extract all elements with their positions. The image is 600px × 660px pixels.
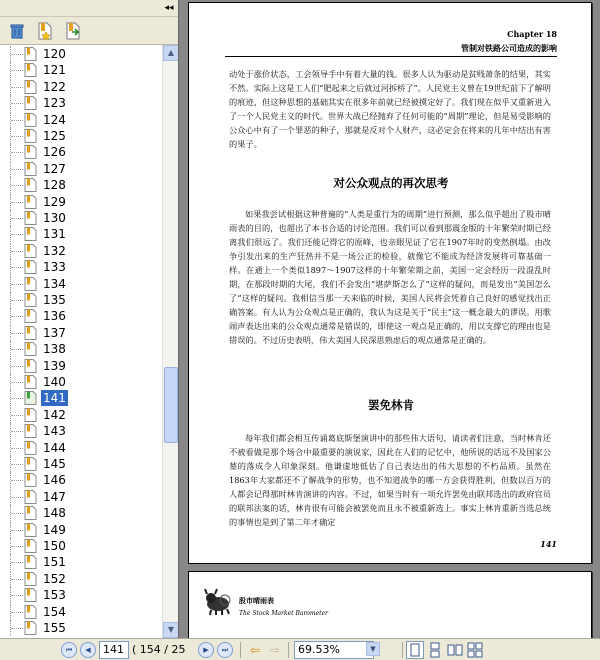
bookmark-item[interactable] (0, 358, 162, 374)
bookmark-item[interactable] (0, 407, 162, 423)
bookmark-label: 132 (43, 244, 66, 258)
zoom-select[interactable]: 69.53% (294, 641, 374, 659)
bookmark-icon (24, 260, 37, 274)
bookmark-item[interactable] (0, 62, 162, 78)
bookmark-label: 127 (43, 162, 66, 176)
bookmark-icon (24, 605, 37, 619)
bookmark-label: 140 (43, 375, 66, 389)
bookmark-label: 150 (43, 539, 66, 553)
bookmark-item[interactable] (0, 46, 162, 62)
bookmark-item[interactable] (0, 374, 162, 390)
toolbar-separator (240, 642, 241, 658)
scroll-up-button[interactable]: ▲ (163, 45, 179, 61)
bookmark-label: 145 (43, 457, 66, 471)
bookmark-label: 149 (43, 523, 66, 537)
bookmark-item[interactable] (0, 554, 162, 570)
previous-view-icon[interactable]: ⇦ (249, 643, 261, 657)
bookmark-item[interactable] (0, 325, 162, 341)
bookmark-icon (24, 572, 37, 586)
bookmark-label: 121 (43, 63, 66, 77)
single-page-layout-icon[interactable] (406, 641, 424, 659)
book-logo-title: 股市晴雨表 (239, 597, 274, 605)
page-number-input[interactable]: 141 (99, 641, 129, 659)
bookmark-icon (24, 129, 37, 143)
bookmark-item[interactable] (0, 194, 162, 210)
bookmark-label: 148 (43, 506, 66, 520)
bookmark-icon (24, 457, 37, 471)
bookmark-label: 154 (43, 605, 66, 619)
bookmark-label: 123 (43, 96, 66, 110)
bookmark-item[interactable] (0, 423, 162, 439)
bookmark-item[interactable] (0, 505, 162, 521)
bookmark-label: 136 (43, 309, 66, 323)
bookmark-icon (24, 621, 37, 635)
next-page (188, 571, 592, 641)
chapter-subtitle: 管制对铁路公司造成的影响 (461, 44, 557, 53)
next-page-button[interactable]: ▶ (198, 642, 214, 658)
page-gap (179, 564, 600, 571)
bookmark-label: 151 (43, 555, 66, 569)
continuous-facing-layout-icon[interactable] (466, 641, 484, 659)
chapter-label: Chapter 18 (507, 29, 557, 39)
paragraph: 每年我们都会相互传诵葛底斯堡演讲中的那些伟大语句，请读者们注意，当时林肯还不被看做是那个场合中最重要的演说家，因此在人们的记忆中，他所说的话远不及国家公墓的落成令人印象深刻。他谦虚地低估了自己表达出的伟大思想的不朽品质。虽然在1863年大家都还不了解战争的形势，也不知道战争的哪一方会获得胜利，但数以百万的人都会记得那时林肯演讲的内容。不过，如果当时有一项允许罢免由联邦选出的政府官员的联邦法案的话，林肯很有可能会被罢免而且永不被重新选上。事实上林肯重新当选总统的事情也是到了第二年才确定 (229, 433, 551, 527)
bookmark-icon (24, 391, 37, 405)
bookmark-item[interactable] (0, 308, 162, 324)
facing-layout-icon[interactable] (446, 641, 464, 659)
bookmark-item[interactable] (0, 259, 162, 275)
bookmark-item[interactable] (0, 489, 162, 505)
bookmark-label: 143 (43, 424, 66, 438)
bookmark-properties-icon[interactable] (64, 22, 82, 40)
bookmark-icon (24, 195, 37, 209)
trash-icon[interactable] (8, 22, 26, 40)
bookmark-label: 120 (43, 47, 66, 61)
bookmark-item[interactable] (0, 79, 162, 95)
bookmark-item[interactable] (0, 472, 162, 488)
bookmark-label: 153 (43, 588, 66, 602)
bookmark-label: 142 (43, 408, 66, 422)
bookmark-item[interactable] (0, 522, 162, 538)
scroll-down-button[interactable]: ▼ (163, 622, 179, 638)
bookmark-icon (24, 96, 37, 110)
bookmark-icon (24, 178, 37, 192)
bookmark-label: 122 (43, 80, 66, 94)
bookmark-label: 128 (43, 178, 66, 192)
bookmark-label: 144 (43, 441, 66, 455)
paragraph: 动处于涨价状态，工会领导手中有着大量的钱。很多人认为驱动是贫贱萧条的结果，其实不然。实际上这是工人们“肥起来之后就过河拆桥了”。人民党主义曾在19世纪前下了解明的痕迹，但这种思想的基础其实在很多年前就已经被摸定好了。我们现在似乎又重新进入了一个人民党主义的时代。世界大战已经抛弃了任何可能的“周期”理论，但是易受影响的公众心中有了一个罪恶的种子，那就是反对个人财产，这必定会在将来的几年中结出有害的果子。 (229, 69, 551, 149)
bookmark-icon (24, 408, 37, 422)
new-bookmark-icon[interactable] (36, 22, 54, 40)
bookmark-item[interactable] (0, 620, 162, 636)
bookmark-icon (24, 523, 37, 537)
bookmark-item[interactable] (0, 128, 162, 144)
bookmark-tree (0, 45, 162, 638)
bookmark-item[interactable] (0, 571, 162, 587)
bull-logo-icon (203, 586, 233, 616)
bookmark-item[interactable] (0, 440, 162, 456)
bookmark-icon (24, 162, 37, 176)
bookmark-label: 133 (43, 260, 66, 274)
bookmark-label: 130 (43, 211, 66, 225)
bookmark-icon (24, 227, 37, 241)
bookmark-item[interactable] (0, 177, 162, 193)
bookmark-icon (24, 309, 37, 323)
bookmark-icon (24, 145, 37, 159)
bookmark-icon (24, 490, 37, 504)
bookmark-icon (24, 80, 37, 94)
scroll-thumb[interactable] (164, 367, 178, 443)
previous-page-button[interactable]: ◀ (80, 642, 96, 658)
bookmark-icon (24, 359, 37, 373)
bookmark-icon (24, 211, 37, 225)
book-logo-subtitle: The Stock Market Barometer (239, 610, 328, 617)
bookmark-item[interactable] (0, 604, 162, 620)
bookmark-icon (24, 441, 37, 455)
bookmark-label: 129 (43, 195, 66, 209)
bookmark-item[interactable] (0, 587, 162, 603)
bookmark-item[interactable] (0, 226, 162, 242)
bookmark-icon (24, 506, 37, 520)
bookmark-icon (24, 539, 37, 553)
bookmark-label: 126 (43, 145, 66, 159)
paragraph: 如果我尝试根据这种普遍的“人类是重行为的周期”进行预测，那么似乎超出了股市晴雨表的目的，也超出了本书合适的讨论范围。我们可以看到那震金版的十年繁荣时期已经离我们很远了。我们还能记得它的原峰，也亲眼见证了它在1907年时的变然倒塌。由改争引发出来的生产狂热并不是一场公正的检验，就像它不能成为经济发展将可靠基础一样。在通上一个类似1897～1907这样的十年繁荣期之前，美国一定会经历一段混乱时期，在那段时期的大尾，我们不会发出“堪萨斯怎么了”这样的疑问，而是发出“美国怎么了”这样的疑问。我相信当那一天来临的时候，美国人民将会凭着自己良好的感觉找出正确答案。有人认为公众观点是正确的，我认为这是关于“民主”这一概念最大的谬误。用歌闹声表达出来的公众观点通常是错误的，即使这一观点是正确的，用以支撑它的理由也是错误的。不过历史表明，伟大美国人民深思熟虑后的观点通常是正确的。 (229, 209, 551, 345)
bookmark-label: 139 (43, 359, 66, 373)
bookmark-icon (24, 63, 37, 77)
bookmark-label: 141 (43, 391, 66, 405)
bookmark-item[interactable] (0, 243, 162, 259)
bookmark-label: 134 (43, 277, 66, 291)
bookmark-icon (24, 588, 37, 602)
collapse-panel-button[interactable]: ◂◂ (164, 3, 174, 13)
continuous-layout-icon[interactable] (426, 641, 444, 659)
bookmark-item[interactable] (0, 292, 162, 308)
bookmark-icon (24, 424, 37, 438)
bookmark-label: 147 (43, 490, 66, 504)
bookmark-icon (24, 293, 37, 307)
document-view[interactable] (178, 0, 600, 638)
bookmark-label: 131 (43, 227, 66, 241)
bookmarks-panel (0, 0, 178, 638)
bookmark-label: 138 (43, 342, 66, 356)
bookmark-label: 137 (43, 326, 66, 340)
section-heading: 对公众观点的再次思考 (333, 176, 449, 190)
page-count-label: ( 154 / 25 (132, 643, 186, 656)
document-page (188, 2, 592, 564)
section-heading: 罢免林肯 (368, 398, 414, 412)
bookmark-item[interactable] (0, 390, 162, 406)
bookmark-icon (24, 47, 37, 61)
bookmark-item[interactable] (0, 456, 162, 472)
bookmark-item[interactable] (0, 276, 162, 292)
bookmark-icon (24, 342, 37, 356)
bookmark-icon (24, 473, 37, 487)
chevron-down-icon[interactable]: ▼ (366, 642, 380, 656)
bookmark-item[interactable] (0, 161, 162, 177)
bookmark-item[interactable] (0, 538, 162, 554)
navigation-toolbar (0, 638, 600, 660)
page-number: 141 (540, 539, 557, 549)
bookmark-icon (24, 375, 37, 389)
bookmark-item[interactable] (0, 210, 162, 226)
last-page-button[interactable]: ⏭ (217, 642, 233, 658)
bookmark-label: 135 (43, 293, 66, 307)
first-page-button[interactable]: ⏮ (61, 642, 77, 658)
bookmark-label: 125 (43, 129, 66, 143)
bookmark-label: 155 (43, 621, 66, 635)
bookmark-icon (24, 113, 37, 127)
bookmark-scrollbar[interactable] (162, 45, 178, 638)
bookmarks-toolbar (0, 17, 178, 45)
next-view-icon[interactable]: ⇨ (269, 643, 281, 657)
bookmark-icon (24, 555, 37, 569)
bookmark-icon (24, 326, 37, 340)
bookmark-icon (24, 244, 37, 258)
bookmark-icon (24, 277, 37, 291)
bookmark-label: 152 (43, 572, 66, 586)
bookmark-label: 146 (43, 473, 66, 487)
bookmark-item[interactable] (0, 95, 162, 111)
header-rule (225, 56, 557, 57)
bookmark-label: 124 (43, 113, 66, 127)
bookmark-item[interactable] (0, 341, 162, 357)
panel-title-bar (0, 0, 178, 17)
toolbar-separator (288, 642, 289, 658)
toolbar-separator (402, 642, 403, 658)
bookmark-item[interactable] (0, 112, 162, 128)
bookmark-item[interactable] (0, 144, 162, 160)
